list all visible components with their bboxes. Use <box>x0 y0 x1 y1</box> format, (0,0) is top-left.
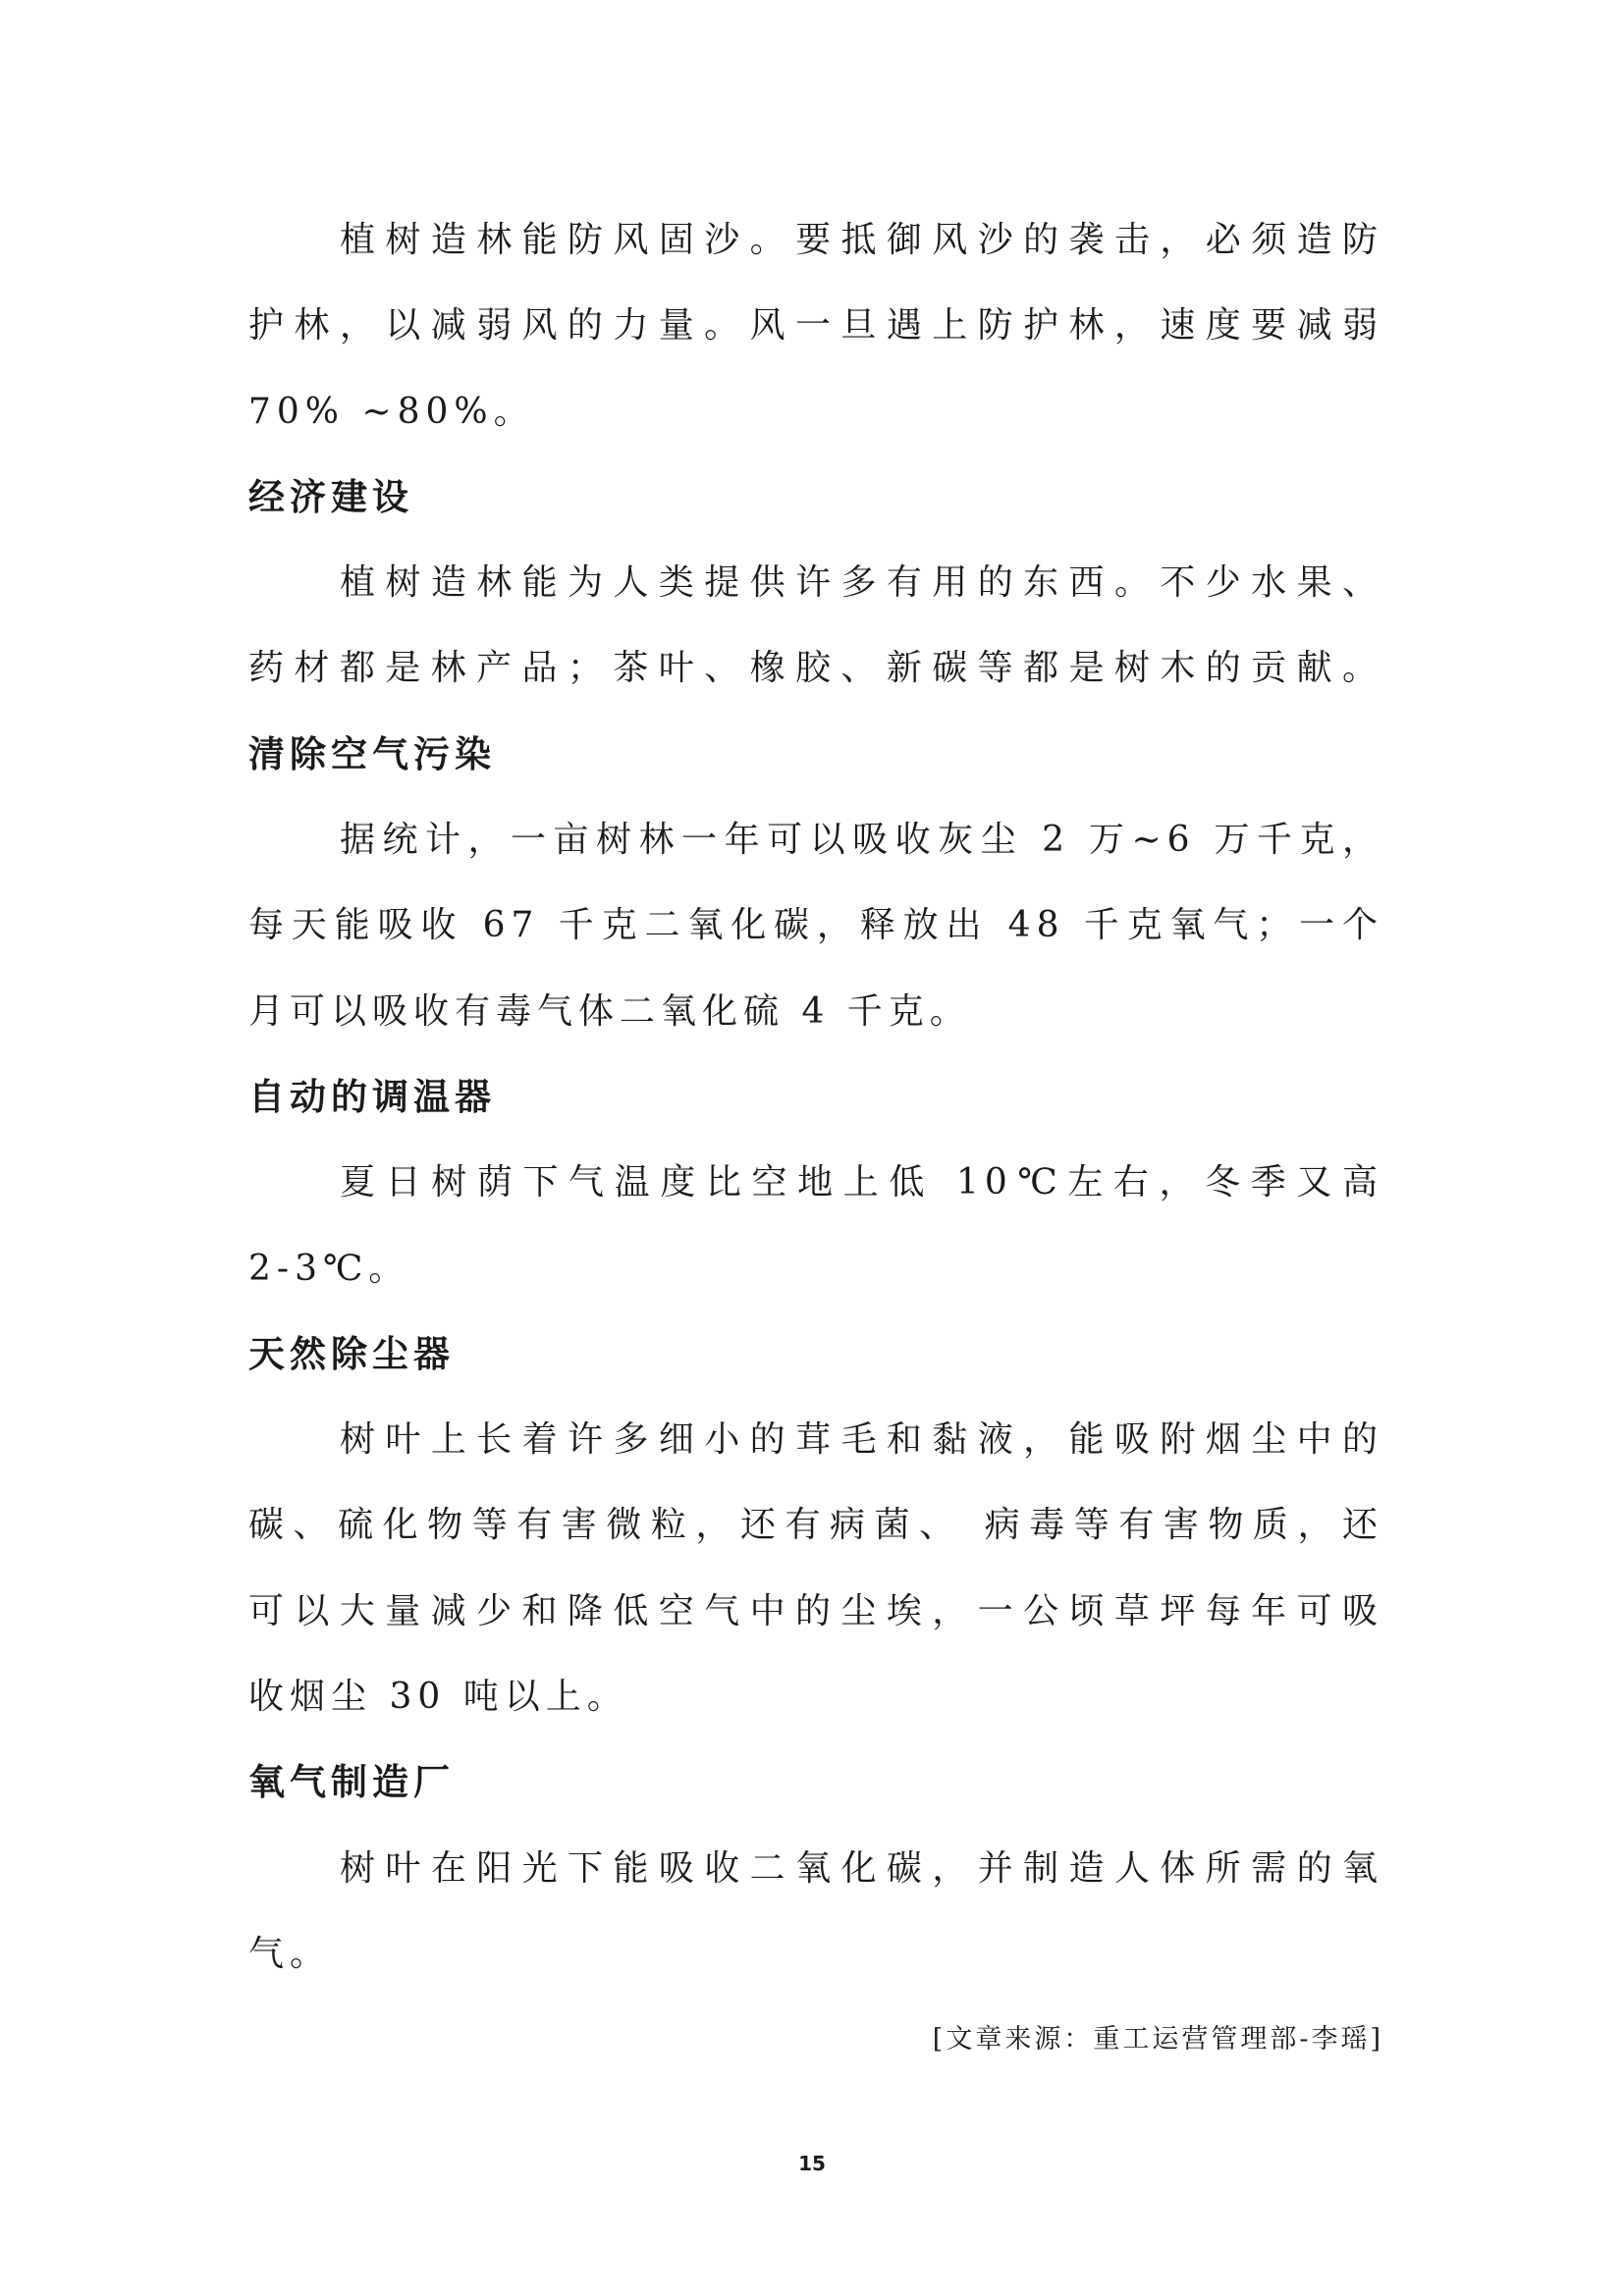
paragraph-line: 可以大量减少和降低空气中的尘埃，一公顷草坪每年可吸 <box>248 1590 1383 1631</box>
paragraph-line: 植树造林能防风固沙。要抵御风沙的袭击，必须造防 <box>340 220 1383 260</box>
section-heading-thermostat: 自动的调温器 <box>248 1074 496 1118</box>
paragraph-line: 收烟尘 30 吨以上。 <box>248 1677 628 1718</box>
section-heading-air: 清除空气污染 <box>248 731 496 775</box>
paragraph-line: 树叶上长着许多细小的茸毛和黏液，能吸附烟尘中的 <box>340 1419 1383 1461</box>
paragraph-line: 每天能吸收 67 千克二氧化碳，释放出 48 千克氧气；一个 <box>248 905 1383 946</box>
paragraph-line: 植树造林能为人类提供许多有用的东西。不少水果、 <box>340 562 1383 604</box>
page-number: 15 <box>798 2152 826 2175</box>
paragraph-line: 据统计，一亩树林一年可以吸收灰尘 2 万~6 万千克， <box>340 820 1383 861</box>
paragraph-line: 药材都是林产品；茶叶、橡胶、新碳等都是树木的贡献。 <box>248 648 1383 689</box>
section-heading-economy: 经济建设 <box>248 474 413 518</box>
paragraph-line: 夏日树荫下气温度比空地上低 10℃左右，冬季又高 <box>340 1162 1383 1203</box>
article-source: [文章来源：重工运营管理部-李瑶] <box>932 2024 1383 2055</box>
section-heading-oxygen: 氧气制造厂 <box>248 1760 455 1804</box>
paragraph-line: 2-3℃。 <box>248 1248 410 1289</box>
paragraph-line: 气。 <box>248 1933 332 1974</box>
section-heading-dust: 天然除尘器 <box>248 1331 455 1375</box>
paragraph-line: 树叶在阳光下能吸收二氧化碳，并制造人体所需的氧 <box>340 1847 1383 1889</box>
paragraph-line: 月可以吸收有毒气体二氧化硫 4 千克。 <box>248 990 971 1032</box>
paragraph-line: 碳、硫化物等有害微粒，还有病菌、 病毒等有害物质，还 <box>248 1505 1383 1546</box>
paragraph-line: 70% ~80%。 <box>248 391 535 432</box>
paragraph-line: 护林，以减弱风的力量。风一旦遇上防护林，速度要减弱 <box>248 305 1383 347</box>
article-body <box>248 197 1383 1997</box>
